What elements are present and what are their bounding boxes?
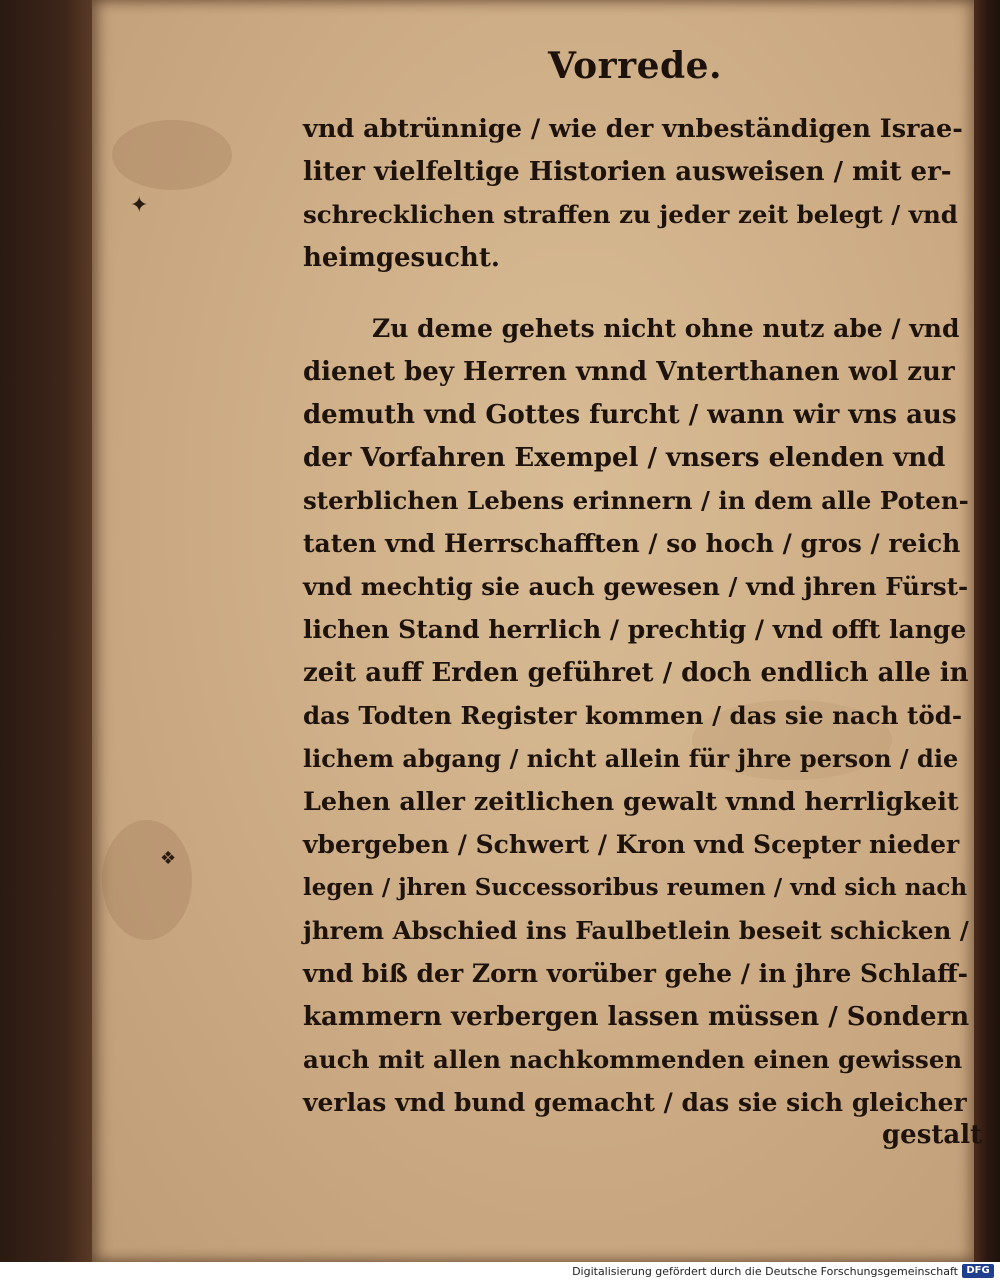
text-line: kammern verbergen lassen müssen / Sondern <box>303 1002 970 1032</box>
text-line: demuth vnd Gottes furcht / wann wir vns aus <box>303 400 957 430</box>
text-line: dienet bey Herren vnnd Vnterthanen wol zur <box>303 357 955 387</box>
footer-credit: Digitalisierung gefördert durch die Deutsche Forschungsgemeinschaft <box>572 1265 958 1278</box>
text-line: Zu deme gehets nicht ohne nutz abe / vnd <box>372 314 960 343</box>
book-edge-left <box>0 0 92 1262</box>
text-line: zeit auff Erden geführet / doch endlich alle in <box>303 658 969 688</box>
paper-stain <box>112 120 232 190</box>
text-line: legen / jhren Successoribus reumen / vnd sich nach <box>303 874 968 901</box>
ink-blot-mark: ❖ <box>160 848 177 869</box>
text-line: Lehen aller zeitlichen gewalt vnnd herrligkeit <box>303 787 959 817</box>
text-line: auch mit allen nachkommenden einen gewissen <box>303 1045 963 1074</box>
text-line: heimgesucht. <box>303 243 500 273</box>
text-line: taten vnd Herrschafften / so hoch / gros / reich <box>303 529 961 558</box>
text-line: vnd abtrünnige / wie der vnbeständigen Israe- <box>303 114 963 144</box>
text-line: vbergeben / Schwert / Kron vnd Scepter nieder <box>303 830 960 859</box>
ink-blot-mark: ✦ <box>130 193 149 218</box>
text-line: das Todten Register kommen / das sie nach töd- <box>303 701 963 730</box>
text-line: der Vorfahren Exempel / vnsers elenden vnd <box>303 443 946 473</box>
text-line: verlas vnd bund gemacht / das sie sich gleicher <box>303 1088 967 1117</box>
book-edge-right <box>972 0 1000 1262</box>
text-line: vnd mechtig sie auch gewesen / vnd jhren Fürst- <box>303 572 969 601</box>
text-line: schrecklichen straffen zu jeder zeit belegt / vnd <box>303 200 958 229</box>
text-line: jhrem Abschied ins Faulbetlein beseit schicken / <box>303 916 969 945</box>
text-line: lichem abgang / nicht allein für jhre person / die <box>303 744 959 773</box>
paper-stain <box>102 820 192 940</box>
text-line: vnd biß der Zorn vorüber gehe / in jhre Schlaff- <box>303 959 969 988</box>
footer-bar <box>0 1262 1000 1282</box>
text-line: liter vielfeltige Historien ausweisen / mit er- <box>303 157 952 187</box>
dfg-logo: DFG <box>962 1264 994 1278</box>
text-line: lichen Stand herrlich / prechtig / vnd offt lange <box>303 615 967 644</box>
page-heading: Vorrede. <box>548 45 723 87</box>
catchword: gestalt <box>882 1120 983 1150</box>
text-line: sterblichen Lebens erinnern / in dem alle Poten- <box>303 486 969 515</box>
